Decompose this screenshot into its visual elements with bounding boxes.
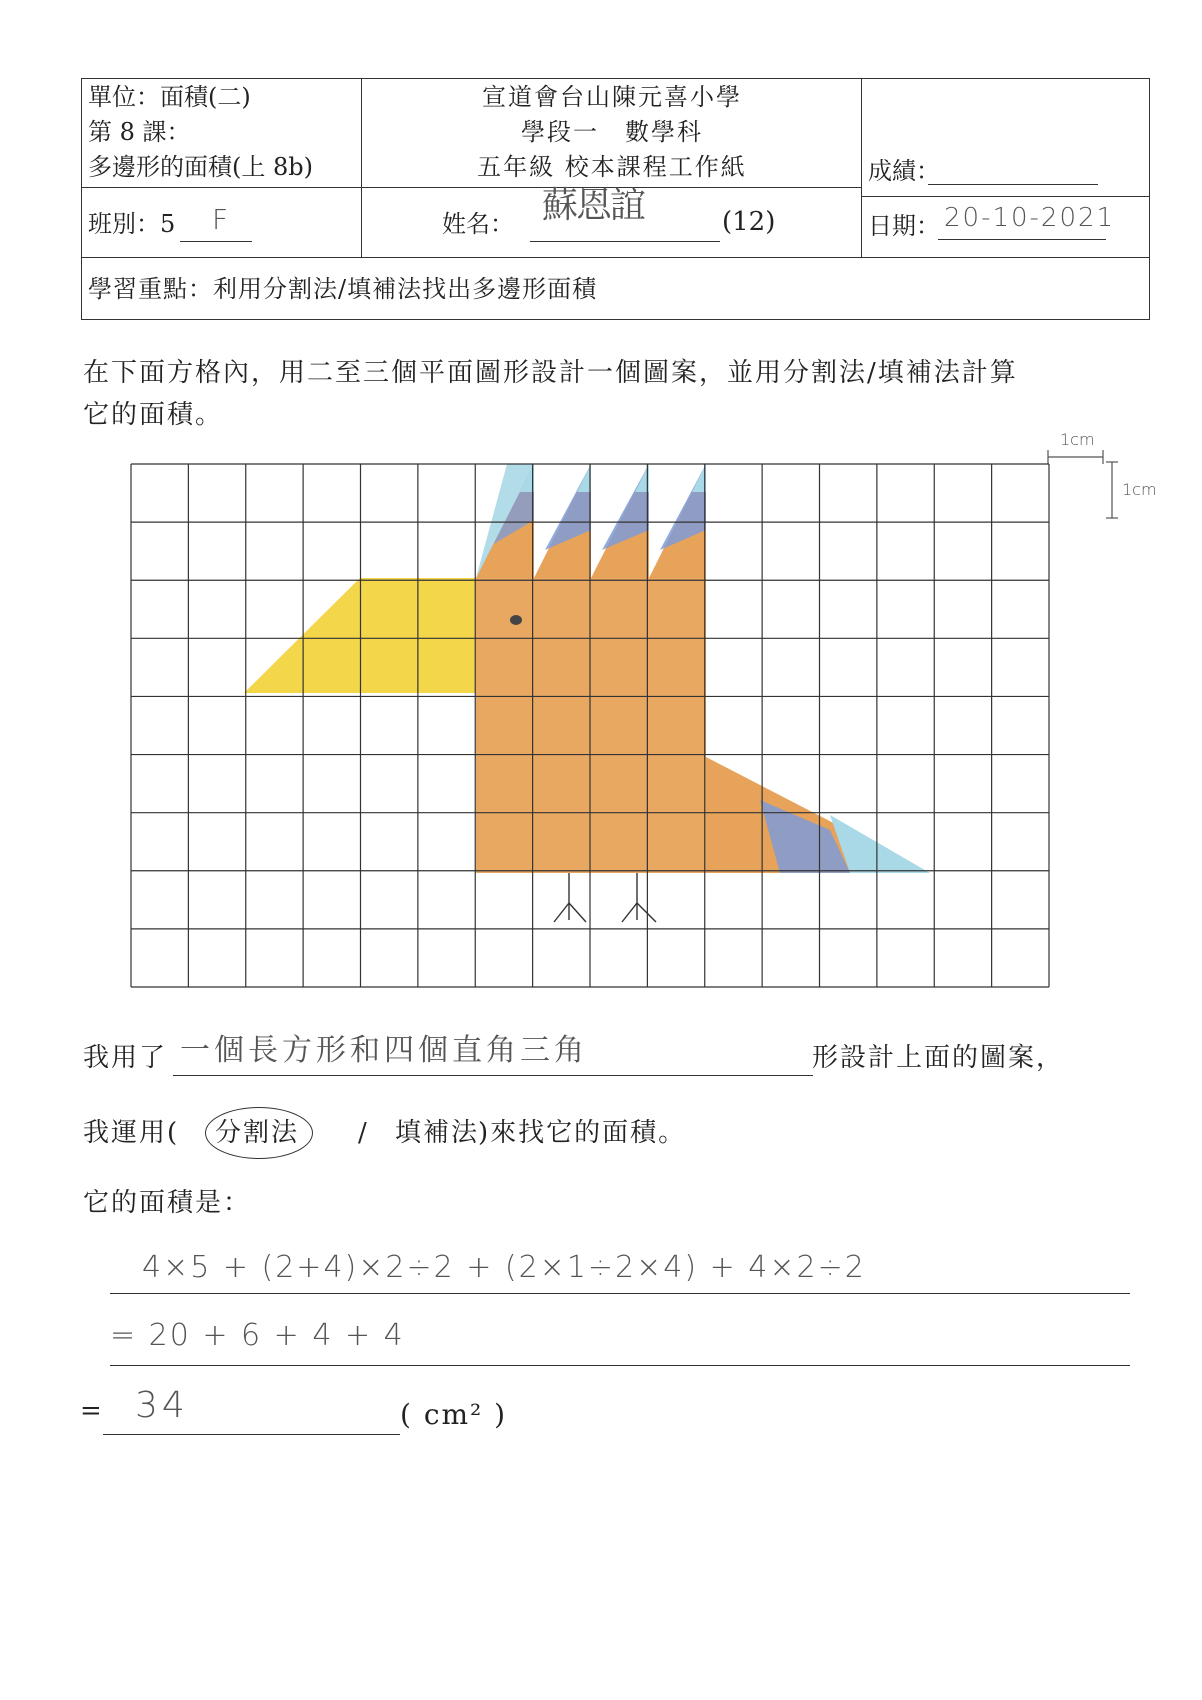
instruction-line-1: 在下面方格內，用二至三個平面圖形設計一個圖案，並用分割法/填補法計算 — [83, 358, 1018, 388]
method-prefix: 我運用( — [83, 1118, 180, 1148]
scale-marks — [1048, 450, 1118, 518]
bird-drawing — [244, 464, 930, 922]
score-label: 成績： — [868, 157, 940, 185]
learning-focus: 學習重點：利用分割法/填補法找出多邊形面積 — [88, 275, 598, 303]
result-underline — [103, 1434, 400, 1435]
scale-x-label: 1cm — [1060, 430, 1095, 449]
date-label: 日期： — [868, 212, 940, 240]
method-suffix: )來找它的面積。 — [478, 1118, 687, 1148]
class-label: 班別：5 — [88, 210, 176, 238]
class-number: (12) — [722, 207, 776, 237]
method-option-2: 填補法 — [395, 1118, 480, 1148]
bird-body — [476, 578, 706, 873]
unit-label: 單位：面積(二) — [88, 83, 251, 111]
school-name: 宣道會台山陳元喜小學 — [482, 83, 742, 111]
method-option-1: 分割法 — [215, 1118, 300, 1148]
shapes-suffix: 形設計上面的圖案， — [812, 1043, 1065, 1073]
work-line-2: = 20 + 6 + 4 + 4 — [110, 1318, 405, 1353]
instruction-line-2: 它的面積。 — [83, 400, 224, 430]
lesson-title: 多邊形的面積(上 8b) — [88, 153, 313, 181]
grade-title: 五年級 校本課程工作紙 — [477, 153, 747, 181]
bird-legs — [554, 873, 656, 922]
bird-eye — [510, 615, 522, 625]
method-separator: / — [358, 1118, 369, 1148]
result-prefix: = — [80, 1396, 104, 1426]
shapes-answer: 一個長方形和四個直角三角 — [180, 1033, 588, 1068]
work-underline-1 — [110, 1293, 1130, 1294]
name-label: 姓名： — [442, 210, 514, 238]
result-value: 34 — [135, 1385, 189, 1426]
student-name: 蘇恩誼 — [542, 185, 645, 226]
date-value: 20-10-2021 — [944, 203, 1116, 233]
scale-y-label: 1cm — [1122, 480, 1157, 499]
shapes-prefix: 我用了 — [83, 1043, 168, 1073]
work-underline-2 — [110, 1365, 1130, 1366]
grid-lines — [131, 464, 1049, 987]
work-line-1: 4×5 + (2+4)×2÷2 + (2×1÷2×4) + 4×2÷2 — [142, 1250, 866, 1285]
area-label: 它的面積是： — [83, 1188, 252, 1218]
shapes-line — [173, 1075, 813, 1076]
class-value: F — [212, 203, 229, 236]
result-unit: ( cm² ) — [400, 1398, 508, 1431]
lesson-label: 第 8 課： — [88, 118, 191, 146]
subject-stage: 學段一 數學科 — [521, 118, 703, 146]
